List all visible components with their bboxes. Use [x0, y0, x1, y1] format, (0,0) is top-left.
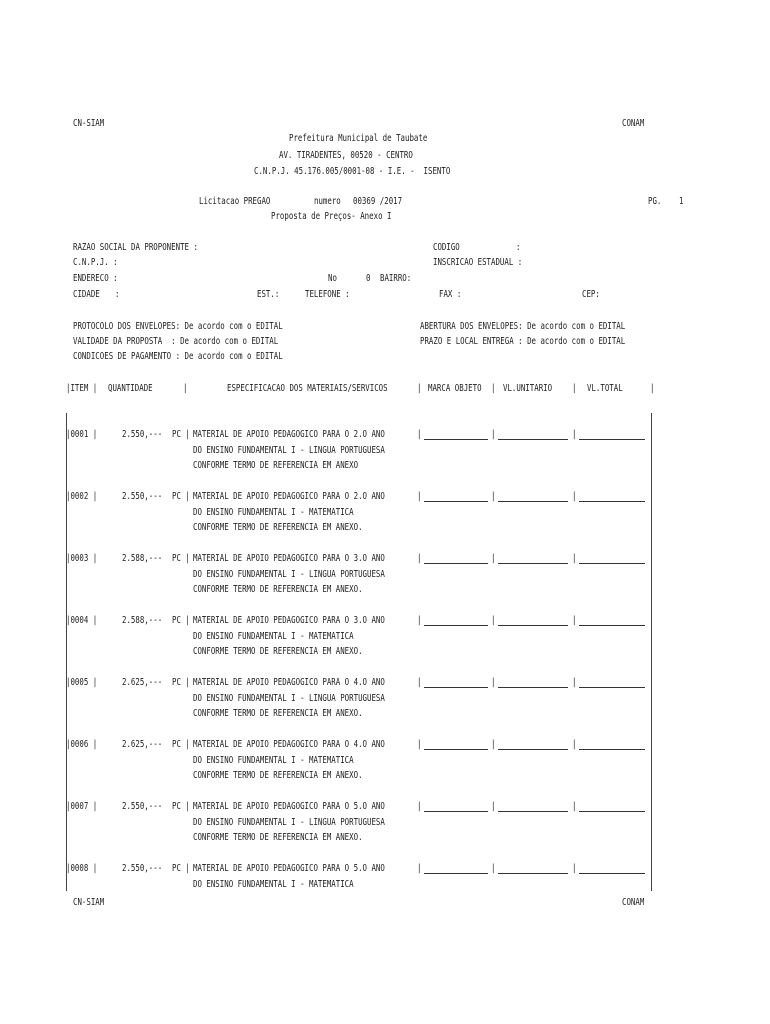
- vl-total-blank[interactable]: [579, 439, 645, 440]
- table-row-description-line: MATERIAL DE APOIO PEDAGOGICO PARA O 2.O ANO: [193, 429, 385, 440]
- cidade-label: CIDADE: [73, 289, 100, 300]
- org-cnpj: C.N.P.J. 45.176.005/0001-08 - I.E. - ISENTO: [254, 166, 451, 177]
- vl-unitario-blank[interactable]: [498, 625, 568, 626]
- marca-objeto-blank[interactable]: [424, 501, 488, 502]
- table-cell-separator: |: [491, 491, 496, 502]
- vl-total-blank[interactable]: [579, 749, 645, 750]
- estado-label: EST.:: [257, 289, 280, 300]
- org-address: AV. TIRADENTES, 00520 - CENTRO: [279, 150, 413, 161]
- marca-objeto-blank[interactable]: [424, 811, 488, 812]
- table-row-description-line: CONFORME TERMO DE REFERENCIA EM ANEXO: [193, 460, 359, 471]
- document-subtitle: Proposta de Preços- Anexo I: [271, 211, 392, 222]
- table-row-description-line: DO ENSINO FUNDAMENTAL I - LINGUA PORTUGUESA: [193, 692, 385, 704]
- table-cell-separator: |: [491, 677, 496, 688]
- bairro-label: BAIRRO:: [380, 273, 412, 284]
- table-row-description-line: CONFORME TERMO DE REFERENCIA EM ANEXO.: [193, 646, 363, 657]
- endereco-label: ENDERECO :: [73, 273, 118, 284]
- table-cell-separator: |: [572, 863, 577, 874]
- footer-tag-left: CN-SIAM: [73, 897, 105, 908]
- table-cell-separator: |: [572, 491, 577, 502]
- table-row-item: |0008 |: [66, 863, 98, 874]
- tender-modality: Licitacao PREGAO: [199, 196, 271, 207]
- table-row-description-line: DO ENSINO FUNDAMENTAL I - MATEMATICA: [193, 506, 354, 518]
- page-label: PG.: [648, 196, 662, 207]
- vl-unitario-blank[interactable]: [498, 439, 568, 440]
- prazo-local-entrega: PRAZO E LOCAL ENTREGA : De acordo com o EDITAL: [420, 336, 626, 347]
- cidade-colon: :: [115, 289, 120, 300]
- table-row-unit: PC |: [172, 553, 190, 564]
- table-cell-separator: |: [572, 677, 577, 688]
- table-row-description-line: DO ENSINO FUNDAMENTAL I - MATEMATICA: [193, 878, 354, 890]
- vl-total-blank[interactable]: [579, 563, 645, 564]
- table-cell-separator: |: [572, 739, 577, 750]
- table-row-unit: PC |: [172, 739, 190, 750]
- table-cell-separator: |: [491, 615, 496, 626]
- table-cell-separator: |: [417, 553, 422, 564]
- table-cell-separator: |: [491, 801, 496, 812]
- table-cell-separator: |: [572, 801, 577, 812]
- table-row-item: |0004 |: [66, 615, 98, 626]
- marca-objeto-blank[interactable]: [424, 873, 488, 874]
- table-cell-separator: |: [417, 615, 422, 626]
- table-row-description-line: MATERIAL DE APOIO PEDAGOGICO PARA O 5.O ANO: [193, 801, 385, 812]
- header-item: |ITEM |: [66, 383, 98, 394]
- table-row-description-line: MATERIAL DE APOIO PEDAGOGICO PARA O 2.O ANO: [193, 491, 385, 502]
- table-row-item: |0006 |: [66, 739, 98, 750]
- validade-proposta: VALIDADE DA PROPOSTA : De acordo com o EDITAL: [73, 336, 279, 347]
- codigo-colon: :: [516, 242, 521, 253]
- table-cell-separator: |: [491, 429, 496, 440]
- table-row-quantity: 2.550,---: [122, 491, 163, 502]
- table-row-description-line: DO ENSINO FUNDAMENTAL I - LINGUA PORTUGUESA: [193, 444, 385, 456]
- table-row-unit: PC |: [172, 429, 190, 440]
- table-row-description-line: CONFORME TERMO DE REFERENCIA EM ANEXO.: [193, 708, 363, 719]
- table-row-unit: PC |: [172, 801, 190, 812]
- table-cell-separator: |: [572, 429, 577, 440]
- vl-unitario-blank[interactable]: [498, 563, 568, 564]
- table-cell-separator: |: [491, 739, 496, 750]
- table-row-unit: PC |: [172, 615, 190, 626]
- numero-label: No: [328, 273, 337, 284]
- vl-unitario-blank[interactable]: [498, 811, 568, 812]
- table-row-unit: PC |: [172, 491, 190, 502]
- table-cell-separator: |: [491, 553, 496, 564]
- marca-objeto-blank[interactable]: [424, 439, 488, 440]
- table-row-unit: PC |: [172, 677, 190, 688]
- numero-value: 0: [366, 273, 371, 284]
- table-cell-separator: |: [572, 553, 577, 564]
- table-cell-separator: |: [572, 615, 577, 626]
- table-row-description-line: MATERIAL DE APOIO PEDAGOGICO PARA O 3.O ANO: [193, 553, 385, 564]
- vl-unitario-blank[interactable]: [498, 501, 568, 502]
- table-cell-separator: |: [417, 429, 422, 440]
- table-row-description-line: MATERIAL DE APOIO PEDAGOGICO PARA O 3.O ANO: [193, 615, 385, 626]
- telefone-label: TELEFONE :: [305, 289, 350, 300]
- header-separator: |: [183, 383, 188, 394]
- vl-unitario-blank[interactable]: [498, 873, 568, 874]
- razao-social-label: RAZAO SOCIAL DA PROPONENTE :: [73, 242, 198, 253]
- vl-total-blank[interactable]: [579, 873, 645, 874]
- header-separator: |: [572, 383, 577, 394]
- table-row-item: |0007 |: [66, 801, 98, 812]
- org-name: Prefeitura Municipal de Taubate: [289, 133, 428, 144]
- table-row-quantity: 2.550,---: [122, 429, 163, 440]
- table-row-item: |0001 |: [66, 429, 98, 440]
- table-row-description-line: MATERIAL DE APOIO PEDAGOGICO PARA O 4.O ANO: [193, 677, 385, 688]
- table-row-quantity: 2.625,---: [122, 739, 163, 750]
- table-row-description-line: MATERIAL DE APOIO PEDAGOGICO PARA O 4.O ANO: [193, 739, 385, 750]
- table-row-quantity: 2.588,---: [122, 553, 163, 564]
- table-cell-separator: |: [417, 863, 422, 874]
- table-row-description-line: DO ENSINO FUNDAMENTAL I - MATEMATICA: [193, 754, 354, 766]
- table-row-description-line: CONFORME TERMO DE REFERENCIA EM ANEXO.: [193, 770, 363, 781]
- table-row-description-line: DO ENSINO FUNDAMENTAL I - LINGUA PORTUGUESA: [193, 816, 385, 828]
- table-row-item: |0002 |: [66, 491, 98, 502]
- header-marca-objeto: MARCA OBJETO: [428, 383, 482, 394]
- table-row-description-line: CONFORME TERMO DE REFERENCIA EM ANEXO.: [193, 522, 363, 533]
- table-row-quantity: 2.550,---: [122, 801, 163, 812]
- table-row-description-line: CONFORME TERMO DE REFERENCIA EM ANEXO.: [193, 584, 363, 595]
- system-tag-right: CONAM: [622, 118, 645, 129]
- marca-objeto-blank[interactable]: [424, 749, 488, 750]
- header-separator: |: [417, 383, 422, 394]
- codigo-label: CODIGO: [433, 242, 460, 253]
- system-tag-left: CN-SIAM: [73, 118, 105, 129]
- tender-number: 00369 /2017: [353, 196, 403, 207]
- header-quantidade: QUANTIDADE: [108, 383, 153, 394]
- header-especificacao: ESPECIFICACAO DOS MATERIAIS/SERVICOS: [227, 383, 388, 394]
- vl-total-blank[interactable]: [579, 811, 645, 812]
- cep-label: CEP:: [582, 289, 600, 300]
- table-cell-separator: |: [417, 677, 422, 688]
- vl-total-blank[interactable]: [579, 687, 645, 688]
- table-row-item: |0005 |: [66, 677, 98, 688]
- table-row-item: |0003 |: [66, 553, 98, 564]
- marca-objeto-blank[interactable]: [424, 625, 488, 626]
- marca-objeto-blank[interactable]: [424, 687, 488, 688]
- table-cell-separator: |: [417, 739, 422, 750]
- table-left-border: [66, 413, 67, 891]
- table-row-quantity: 2.550,---: [122, 863, 163, 874]
- marca-objeto-blank[interactable]: [424, 563, 488, 564]
- page-number: 1: [679, 196, 684, 207]
- condicoes-pagamento: CONDICOES DE PAGAMENTO : De acordo com o EDITAL: [73, 351, 283, 362]
- header-separator: |: [650, 383, 655, 394]
- header-vl-unitario: VL.UNITARIO: [503, 383, 553, 394]
- abertura-envelopes: ABERTURA DOS ENVELOPES: De acordo com o EDITAL: [420, 321, 626, 332]
- header-separator: |: [491, 383, 496, 394]
- table-row-description-line: DO ENSINO FUNDAMENTAL I - MATEMATICA: [193, 630, 354, 642]
- footer-tag-right: CONAM: [622, 897, 645, 908]
- table-row-description-line: MATERIAL DE APOIO PEDAGOGICO PARA O 5.O ANO: [193, 863, 385, 874]
- table-row-quantity: 2.588,---: [122, 615, 163, 626]
- vl-unitario-blank[interactable]: [498, 749, 568, 750]
- protocolo-envelopes: PROTOCOLO DOS ENVELOPES: De acordo com o EDITAL: [73, 321, 283, 332]
- table-cell-separator: |: [491, 863, 496, 874]
- table-right-border: [651, 413, 652, 891]
- fax-label: FAX :: [439, 289, 462, 300]
- vl-total-blank[interactable]: [579, 625, 645, 626]
- header-vl-total: VL.TOTAL: [587, 383, 623, 394]
- vl-unitario-blank[interactable]: [498, 687, 568, 688]
- table-row-description-line: CONFORME TERMO DE REFERENCIA EM ANEXO.: [193, 832, 363, 843]
- vl-total-blank[interactable]: [579, 501, 645, 502]
- table-cell-separator: |: [417, 801, 422, 812]
- table-cell-separator: |: [417, 491, 422, 502]
- table-row-unit: PC |: [172, 863, 190, 874]
- table-row-quantity: 2.625,---: [122, 677, 163, 688]
- cnpj-label: C.N.P.J. :: [73, 257, 118, 268]
- inscricao-estadual-label: INSCRICAO ESTADUAL :: [433, 257, 523, 268]
- table-row-description-line: DO ENSINO FUNDAMENTAL I - LINGUA PORTUGUESA: [193, 568, 385, 580]
- tender-number-label: numero: [314, 196, 341, 207]
